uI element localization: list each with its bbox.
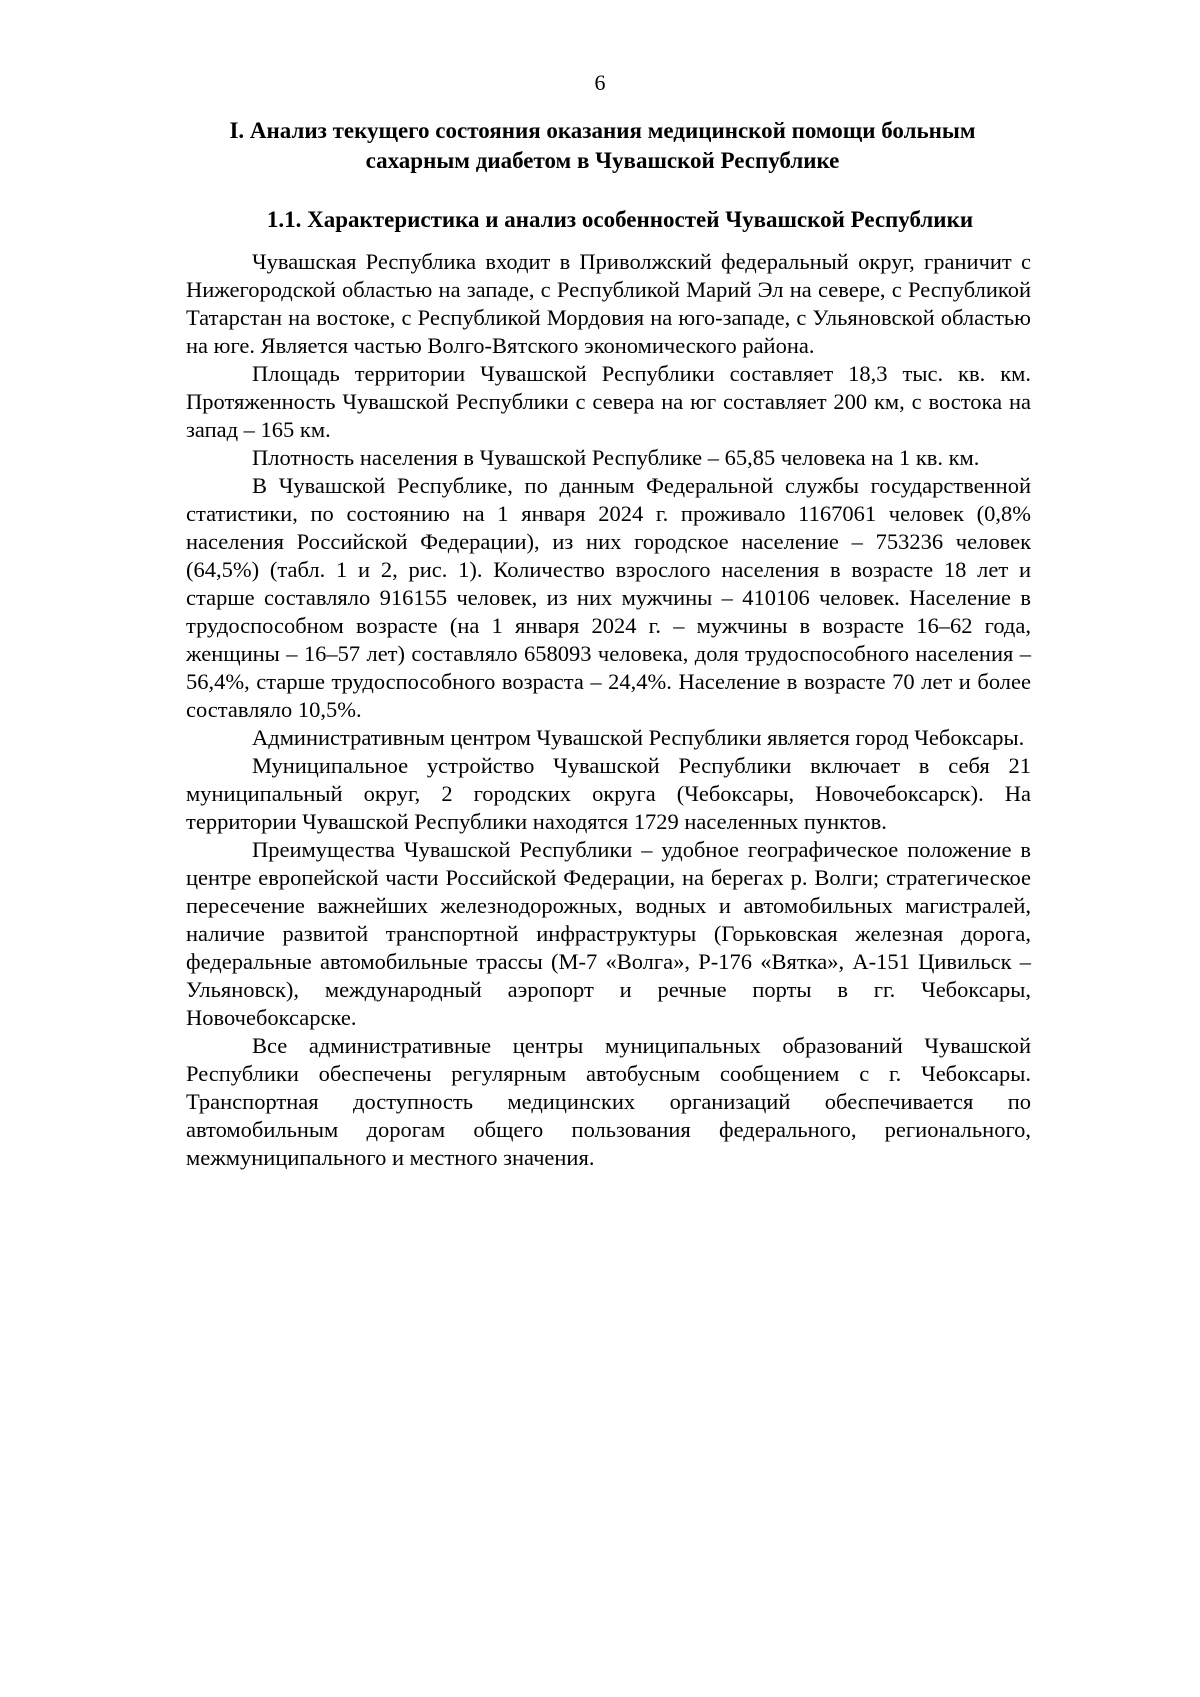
paragraph-transport: Все административные центры муниципальных образований Чувашской Республики обеспечены регулярным автобусным сообщением с г. Чебоксары. Транспортная доступность медицинских организаций обеспечивается по автомобильным дорогам общего пользования федерального, регионального, межмуниципального и местного значения. bbox=[186, 1033, 1031, 1170]
paragraph-municipal: Муниципальное устройство Чувашской Республики включает в себя 21 муниципальный округ, 2 городских округа (Чебоксары, Новочебоксарск). На территории Чувашской Республики находятся 1729 населенных пунктов. bbox=[186, 753, 1031, 834]
page-number: 6 bbox=[594, 70, 606, 95]
paragraph-location: Чувашская Республика входит в Приволжский федеральный округ, граничит с Нижегородской областью на западе, с Республикой Марий Эл на севере, с Республикой Татарстан на востоке, с Республикой Мордовия на юго-западе, с Ульяновской областью на юге. Является частью Волго-Вятского экономического района. bbox=[186, 249, 1031, 358]
paragraph-area: Площадь территории Чувашской Республики составляет 18,3 тыс. кв. км. Протяженность Чувашской Республики с севера на юг составляет 200 км, с востока на запад – 165 км. bbox=[186, 361, 1031, 442]
paragraph-density: Плотность населения в Чувашской Республике – 65,85 человека на 1 кв. км. bbox=[252, 445, 980, 470]
paragraph-population: В Чувашской Республике, по данным Федеральной службы государственной статистики, по состоянию на 1 января 2024 г. проживало 1167061 человек (0,8% населения Российской Федерации), из них городское население – 753236 человек (64,5%) (табл. 1 и 2, рис. 1). Количество взрослого населения в возрасте 18 лет и старше составляло 916155 человек, из них мужчины – 410106 человек. Население в трудоспособном возрасте (на 1 января 2024 г. – мужчины в возрасте 16–62 года, женщины – 16–57 лет) составляло 658093 человека, доля трудоспособного населения – 56,4%, старше трудоспособного возраста – 24,4%. Население в возрасте 70 лет и более составляло 10,5%. bbox=[186, 473, 1031, 722]
paragraph-advantages: Преимущества Чувашской Республики – удобное географическое положение в центре европейской части Российской Федерации, на берегах р. Волги; стратегическое пересечение важнейших железнодорожных, водных и автомобильных магистралей, наличие развитой транспортной инфраструктуры (Горьковская железная дорога, федеральные автомобильные трассы (М-7 «Волга», Р-176 «Вятка», А-151 Цивильск – Ульяновск), международный аэропорт и речные порты в гг. Чебоксары, Новочебоксарске. bbox=[186, 837, 1031, 1030]
body-text bbox=[186, 248, 1031, 1172]
section-title: I. Анализ текущего состояния оказания медицинской помощи больным сахарным диабетом в Чувашской Республике bbox=[229, 118, 976, 173]
subsection-title: 1.1. Характеристика и анализ особенностей Чувашской Республики bbox=[266, 207, 974, 232]
paragraph-capital: Административным центром Чувашской Республики является город Чебоксары. bbox=[252, 725, 1025, 750]
